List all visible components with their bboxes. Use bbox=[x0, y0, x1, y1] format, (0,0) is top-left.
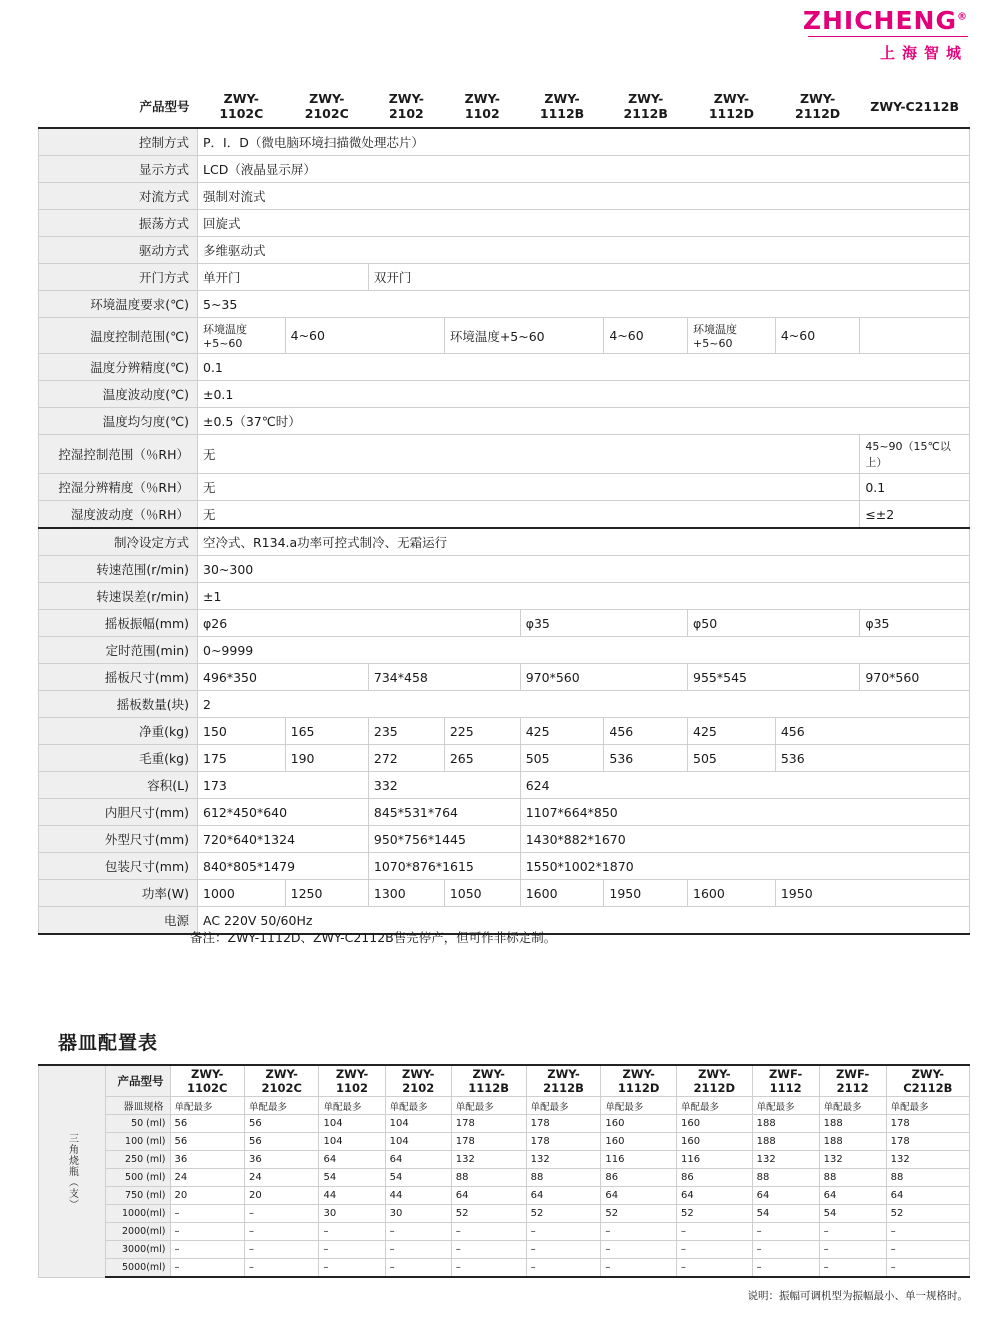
spec-cell: 1600 bbox=[520, 880, 604, 907]
config-cell: – bbox=[170, 1241, 244, 1259]
spec-row-label: 净重(kg) bbox=[39, 718, 198, 745]
spec-cell: 强制对流式 bbox=[198, 183, 970, 210]
config-cell: 88 bbox=[451, 1169, 526, 1187]
config-row bbox=[39, 1223, 970, 1241]
spec-row bbox=[39, 210, 970, 237]
config-cell: – bbox=[319, 1241, 385, 1259]
spec-row-label: 功率(W) bbox=[39, 880, 198, 907]
config-cell: 64 bbox=[385, 1151, 451, 1169]
spec-row bbox=[39, 237, 970, 264]
spec-header-label: 产品型号 bbox=[139, 99, 190, 114]
spec-row-label: 电源 bbox=[39, 907, 198, 935]
config-subheader-row bbox=[39, 1097, 970, 1115]
spec-row bbox=[39, 556, 970, 583]
spec-row bbox=[39, 826, 970, 853]
spec-cell: ±0.1 bbox=[198, 381, 970, 408]
config-cell: 64 bbox=[677, 1187, 753, 1205]
spec-cell: 0.1 bbox=[860, 474, 970, 501]
config-cell: – bbox=[451, 1223, 526, 1241]
config-cell: – bbox=[170, 1205, 244, 1223]
spec-row bbox=[39, 853, 970, 880]
config-cell: 64 bbox=[319, 1151, 385, 1169]
spec-cell: 环境温度+5~60 bbox=[688, 318, 776, 354]
spec-cell: 5~35 bbox=[198, 291, 970, 318]
config-cell: 54 bbox=[319, 1169, 385, 1187]
config-cell: 160 bbox=[677, 1115, 753, 1133]
spec-cell: 多维驱动式 bbox=[198, 237, 970, 264]
config-row bbox=[39, 1187, 970, 1205]
config-cell: – bbox=[601, 1223, 677, 1241]
spec-row bbox=[39, 637, 970, 664]
spec-row-label: 温度分辨精度(℃) bbox=[39, 354, 198, 381]
spec-model-header: ZWY-1102 bbox=[464, 91, 500, 121]
spec-row-label: 控湿控制范围（％RH） bbox=[39, 435, 198, 474]
spec-cell: 332 bbox=[368, 772, 520, 799]
spec-row-label: 转速范围(r/min) bbox=[39, 556, 198, 583]
spec-cell: 840*805*1479 bbox=[198, 853, 369, 880]
spec-row-label: 温度均匀度(℃) bbox=[39, 408, 198, 435]
spec-cell: 235 bbox=[368, 718, 444, 745]
config-subheader-cell: 单配最多 bbox=[601, 1097, 677, 1115]
config-cell: 30 bbox=[385, 1205, 451, 1223]
spec-cell: 734*458 bbox=[368, 664, 520, 691]
config-cell: 52 bbox=[526, 1205, 601, 1223]
spec-row-label: 毛重(kg) bbox=[39, 745, 198, 772]
config-row bbox=[39, 1133, 970, 1151]
spec-row-label: 摇板尺寸(mm) bbox=[39, 664, 198, 691]
spec-row bbox=[39, 318, 970, 354]
config-model-header: ZWY-2102C bbox=[244, 1065, 318, 1097]
spec-cell: 720*640*1324 bbox=[198, 826, 369, 853]
config-subheader-cell: 单配最多 bbox=[451, 1097, 526, 1115]
config-cell: 56 bbox=[170, 1133, 244, 1151]
config-cell: – bbox=[819, 1259, 886, 1278]
config-cell: – bbox=[752, 1259, 819, 1278]
config-cell: 36 bbox=[170, 1151, 244, 1169]
config-model-header: ZWF-1112 bbox=[752, 1065, 819, 1097]
config-cell: – bbox=[451, 1259, 526, 1278]
config-cell: 178 bbox=[886, 1115, 969, 1133]
config-cell: 178 bbox=[886, 1133, 969, 1151]
config-table-title: 器皿配置表 bbox=[58, 1032, 159, 1054]
spec-row-label: 湿度波动度（％RH） bbox=[39, 501, 198, 529]
config-cell: 188 bbox=[752, 1115, 819, 1133]
spec-row bbox=[39, 435, 970, 474]
spec-cell bbox=[860, 318, 970, 354]
config-subheader-cell: 单配最多 bbox=[385, 1097, 451, 1115]
config-cell: – bbox=[886, 1241, 969, 1259]
spec-cell: 536 bbox=[604, 745, 688, 772]
config-cell: 188 bbox=[819, 1133, 886, 1151]
spec-row bbox=[39, 354, 970, 381]
config-subheader-cell: 单配最多 bbox=[752, 1097, 819, 1115]
spec-cell: 425 bbox=[520, 718, 604, 745]
spec-cell: 45~90（15℃以上） bbox=[860, 435, 970, 474]
config-cell: 44 bbox=[319, 1187, 385, 1205]
config-cell: 132 bbox=[752, 1151, 819, 1169]
config-cell: 52 bbox=[677, 1205, 753, 1223]
spec-cell: 环境温度+5~60 bbox=[444, 318, 604, 354]
spec-cell: 4~60 bbox=[775, 318, 859, 354]
spec-row bbox=[39, 610, 970, 637]
spec-cell: 30~300 bbox=[198, 556, 970, 583]
config-cell: 20 bbox=[170, 1187, 244, 1205]
spec-row-label: 摇板振幅(mm) bbox=[39, 610, 198, 637]
config-cell: 56 bbox=[170, 1115, 244, 1133]
config-cell: 132 bbox=[451, 1151, 526, 1169]
spec-row bbox=[39, 718, 970, 745]
config-subheader-cell: 单配最多 bbox=[677, 1097, 753, 1115]
spec-row-label: 振荡方式 bbox=[39, 210, 198, 237]
spec-row bbox=[39, 691, 970, 718]
spec-model-header: ZWY-C2112B bbox=[870, 98, 960, 114]
spec-cell: ±0.5（37℃时） bbox=[198, 408, 970, 435]
spec-cell: 175 bbox=[198, 745, 286, 772]
config-cell: 178 bbox=[451, 1133, 526, 1151]
spec-row bbox=[39, 745, 970, 772]
spec-cell: 950*756*1445 bbox=[368, 826, 520, 853]
config-cell: – bbox=[244, 1223, 318, 1241]
config-row bbox=[39, 1151, 970, 1169]
spec-note: 备注：ZWY-1112D、ZWY-C2112B售完停产，但可作非标定制。 bbox=[190, 930, 557, 945]
config-subheader-label: 器皿规格 bbox=[105, 1097, 170, 1115]
config-cell: 104 bbox=[385, 1115, 451, 1133]
brand-name-cn: 上海智城 bbox=[879, 44, 968, 62]
config-cell: 160 bbox=[601, 1115, 677, 1133]
config-cell: 132 bbox=[886, 1151, 969, 1169]
config-cell: – bbox=[601, 1259, 677, 1278]
spec-cell: 190 bbox=[285, 745, 368, 772]
spec-row-label: 包装尺寸(mm) bbox=[39, 853, 198, 880]
config-cell: 64 bbox=[886, 1187, 969, 1205]
spec-cell: φ35 bbox=[860, 610, 970, 637]
spec-model-header: ZWY-1112D bbox=[708, 91, 755, 121]
spec-cell: 4~60 bbox=[285, 318, 444, 354]
spec-cell: 无 bbox=[198, 501, 860, 529]
config-cell: – bbox=[819, 1223, 886, 1241]
spec-cell: φ35 bbox=[520, 610, 687, 637]
vessel-size-label: 5000(ml) bbox=[105, 1259, 170, 1278]
config-cell: 64 bbox=[819, 1187, 886, 1205]
spec-model-header: ZWY-2102C bbox=[304, 91, 349, 121]
specification-table bbox=[38, 88, 970, 935]
spec-cell: 1070*876*1615 bbox=[368, 853, 520, 880]
spec-row-label: 开门方式 bbox=[39, 264, 198, 291]
config-cell: – bbox=[385, 1259, 451, 1278]
spec-row bbox=[39, 128, 970, 156]
config-cell: 86 bbox=[677, 1169, 753, 1187]
spec-cell: 单开门 bbox=[198, 264, 369, 291]
spec-header-row bbox=[39, 88, 970, 128]
config-model-header: ZWY-1112B bbox=[451, 1065, 526, 1097]
config-cell: 64 bbox=[451, 1187, 526, 1205]
spec-row bbox=[39, 156, 970, 183]
spec-cell: 1000 bbox=[198, 880, 286, 907]
spec-row bbox=[39, 528, 970, 556]
spec-cell: AC 220V 50/60Hz bbox=[198, 907, 970, 935]
config-subheader-cell: 单配最多 bbox=[886, 1097, 969, 1115]
config-cell: 88 bbox=[819, 1169, 886, 1187]
vessel-size-label: 250 (ml) bbox=[105, 1151, 170, 1169]
spec-cell: 225 bbox=[444, 718, 520, 745]
config-cell: – bbox=[677, 1241, 753, 1259]
spec-cell: 空冷式、R134.a功率可控式制冷、无霜运行 bbox=[198, 528, 970, 556]
config-cell: – bbox=[244, 1205, 318, 1223]
spec-row bbox=[39, 291, 970, 318]
config-cell: – bbox=[819, 1241, 886, 1259]
spec-cell: 505 bbox=[520, 745, 604, 772]
config-cell: – bbox=[244, 1241, 318, 1259]
config-cell: 56 bbox=[244, 1115, 318, 1133]
config-cell: – bbox=[601, 1241, 677, 1259]
vessel-size-label: 100 (ml) bbox=[105, 1133, 170, 1151]
spec-row bbox=[39, 474, 970, 501]
spec-cell: 505 bbox=[688, 745, 776, 772]
spec-cell: 双开门 bbox=[368, 264, 969, 291]
config-cell: – bbox=[319, 1223, 385, 1241]
config-cell: – bbox=[886, 1223, 969, 1241]
spec-cell: 173 bbox=[198, 772, 369, 799]
spec-cell: P．I．D（微电脑环境扫描微处理芯片） bbox=[198, 128, 970, 156]
spec-row-label: 摇板数量(块) bbox=[39, 691, 198, 718]
config-cell: 88 bbox=[752, 1169, 819, 1187]
config-cell: 52 bbox=[451, 1205, 526, 1223]
config-subheader-cell: 单配最多 bbox=[526, 1097, 601, 1115]
spec-model-header: ZWY-2102 bbox=[388, 91, 424, 121]
spec-cell: 1107*664*850 bbox=[520, 799, 969, 826]
config-model-header: ZWY-2102 bbox=[385, 1065, 451, 1097]
config-cell: – bbox=[752, 1241, 819, 1259]
spec-cell: 0.1 bbox=[198, 354, 970, 381]
spec-cell: LCD（液晶显示屏） bbox=[198, 156, 970, 183]
config-cell: 24 bbox=[170, 1169, 244, 1187]
spec-cell: 1430*882*1670 bbox=[520, 826, 969, 853]
config-cell: 104 bbox=[319, 1133, 385, 1151]
brand-logo bbox=[803, 8, 968, 63]
config-cell: 52 bbox=[601, 1205, 677, 1223]
config-cell: – bbox=[677, 1223, 753, 1241]
config-cell: 64 bbox=[601, 1187, 677, 1205]
config-cell: 24 bbox=[244, 1169, 318, 1187]
config-cell: 52 bbox=[886, 1205, 969, 1223]
spec-row bbox=[39, 799, 970, 826]
spec-row-label: 环境温度要求(℃) bbox=[39, 291, 198, 318]
vessel-configuration-table bbox=[38, 1064, 970, 1278]
spec-row-label: 制冷设定方式 bbox=[39, 528, 198, 556]
spec-row bbox=[39, 408, 970, 435]
config-cell: 104 bbox=[319, 1115, 385, 1133]
vessel-size-label: 2000(ml) bbox=[105, 1223, 170, 1241]
spec-row bbox=[39, 501, 970, 529]
spec-cell: 456 bbox=[604, 718, 688, 745]
config-row bbox=[39, 1259, 970, 1278]
config-subheader-cell: 单配最多 bbox=[819, 1097, 886, 1115]
spec-row-label: 显示方式 bbox=[39, 156, 198, 183]
config-cell: 54 bbox=[385, 1169, 451, 1187]
config-cell: – bbox=[319, 1259, 385, 1278]
config-model-header: ZWY-2112B bbox=[526, 1065, 601, 1097]
config-cell: – bbox=[170, 1259, 244, 1278]
config-cell: 132 bbox=[819, 1151, 886, 1169]
spec-row-label: 定时范围(min) bbox=[39, 637, 198, 664]
config-model-header: ZWY-1102C bbox=[170, 1065, 244, 1097]
spec-row bbox=[39, 583, 970, 610]
spec-cell: 970*560 bbox=[860, 664, 970, 691]
vessel-size-label: 750 (ml) bbox=[105, 1187, 170, 1205]
spec-row bbox=[39, 664, 970, 691]
config-subheader-cell: 单配最多 bbox=[170, 1097, 244, 1115]
config-group-label: 三角烧瓶（支） bbox=[39, 1065, 106, 1277]
config-cell: – bbox=[526, 1241, 601, 1259]
spec-model-header: ZWY-1102C bbox=[219, 91, 264, 121]
config-cell: – bbox=[244, 1259, 318, 1278]
config-row bbox=[39, 1169, 970, 1187]
logo-divider bbox=[808, 36, 968, 37]
config-header-label: 产品型号 bbox=[105, 1065, 170, 1097]
spec-row-label: 温度波动度(℃) bbox=[39, 381, 198, 408]
spec-cell: 612*450*640 bbox=[198, 799, 369, 826]
config-cell: 56 bbox=[244, 1133, 318, 1151]
config-cell: – bbox=[385, 1223, 451, 1241]
config-header-row bbox=[39, 1065, 970, 1097]
config-cell: 188 bbox=[752, 1133, 819, 1151]
config-row bbox=[39, 1205, 970, 1223]
spec-cell: 265 bbox=[444, 745, 520, 772]
spec-cell: 165 bbox=[285, 718, 368, 745]
spec-model-header: ZWY-2112D bbox=[795, 91, 841, 121]
config-cell: 88 bbox=[526, 1169, 601, 1187]
config-model-header: ZWY-C2112B bbox=[886, 1065, 969, 1097]
config-cell: 86 bbox=[601, 1169, 677, 1187]
spec-cell: 425 bbox=[688, 718, 776, 745]
config-cell: 160 bbox=[601, 1133, 677, 1151]
spec-cell: ≤±2 bbox=[860, 501, 970, 529]
config-model-header: ZWF-2112 bbox=[819, 1065, 886, 1097]
spec-row-label: 转速误差(r/min) bbox=[39, 583, 198, 610]
config-cell: 54 bbox=[752, 1205, 819, 1223]
config-cell: 36 bbox=[244, 1151, 318, 1169]
spec-cell: 536 bbox=[775, 745, 969, 772]
spec-row bbox=[39, 183, 970, 210]
config-cell: 160 bbox=[677, 1133, 753, 1151]
spec-row-label: 对流方式 bbox=[39, 183, 198, 210]
spec-cell: ±1 bbox=[198, 583, 970, 610]
spec-row-label: 温度控制范围(℃) bbox=[39, 318, 198, 354]
spec-model-header: ZWY-2112B bbox=[623, 91, 668, 121]
config-subheader-cell: 单配最多 bbox=[319, 1097, 385, 1115]
spec-cell: 955*545 bbox=[688, 664, 860, 691]
spec-cell: 1050 bbox=[444, 880, 520, 907]
spec-row-label: 控制方式 bbox=[39, 128, 198, 156]
spec-row bbox=[39, 381, 970, 408]
spec-cell: 272 bbox=[368, 745, 444, 772]
spec-cell: 1950 bbox=[775, 880, 969, 907]
config-cell: 178 bbox=[526, 1133, 601, 1151]
config-cell: 64 bbox=[526, 1187, 601, 1205]
config-model-header: ZWY-1102 bbox=[319, 1065, 385, 1097]
spec-cell: 1300 bbox=[368, 880, 444, 907]
spec-cell: φ50 bbox=[688, 610, 860, 637]
config-cell: – bbox=[752, 1223, 819, 1241]
config-cell: 116 bbox=[677, 1151, 753, 1169]
spec-cell: 2 bbox=[198, 691, 970, 718]
spec-cell: 1550*1002*1870 bbox=[520, 853, 969, 880]
spec-row-label: 驱动方式 bbox=[39, 237, 198, 264]
spec-row bbox=[39, 880, 970, 907]
spec-cell: 无 bbox=[198, 474, 860, 501]
spec-row bbox=[39, 772, 970, 799]
config-cell: 178 bbox=[451, 1115, 526, 1133]
vessel-size-label: 3000(ml) bbox=[105, 1241, 170, 1259]
vessel-size-label: 1000(ml) bbox=[105, 1205, 170, 1223]
config-footnote: 说明：振幅可调机型为振幅最小、单一规格时。 bbox=[747, 1290, 968, 1302]
spec-row bbox=[39, 264, 970, 291]
brand-name: ZHICHENG® bbox=[802, 6, 968, 35]
spec-cell: 1600 bbox=[688, 880, 776, 907]
config-cell: 178 bbox=[526, 1115, 601, 1133]
spec-model-header: ZWY-1112B bbox=[539, 91, 585, 121]
spec-cell: φ26 bbox=[198, 610, 521, 637]
spec-cell: 624 bbox=[520, 772, 969, 799]
config-cell: – bbox=[170, 1223, 244, 1241]
config-cell: 44 bbox=[385, 1187, 451, 1205]
config-cell: – bbox=[526, 1223, 601, 1241]
spec-cell: 1950 bbox=[604, 880, 688, 907]
spec-cell: 无 bbox=[198, 435, 860, 474]
config-cell: 30 bbox=[319, 1205, 385, 1223]
config-cell: 116 bbox=[601, 1151, 677, 1169]
spec-cell: 150 bbox=[198, 718, 286, 745]
spec-cell: 456 bbox=[775, 718, 969, 745]
spec-cell: 970*560 bbox=[520, 664, 687, 691]
spec-cell: 0~9999 bbox=[198, 637, 970, 664]
vessel-size-label: 500 (ml) bbox=[105, 1169, 170, 1187]
config-cell: 104 bbox=[385, 1133, 451, 1151]
config-cell: 88 bbox=[886, 1169, 969, 1187]
spec-cell: 4~60 bbox=[604, 318, 688, 354]
spec-cell: 1250 bbox=[285, 880, 368, 907]
spec-row-label: 内胆尺寸(mm) bbox=[39, 799, 198, 826]
config-cell: – bbox=[677, 1259, 753, 1278]
spec-row-label: 外型尺寸(mm) bbox=[39, 826, 198, 853]
config-cell: – bbox=[886, 1259, 969, 1278]
config-cell: 64 bbox=[752, 1187, 819, 1205]
config-cell: – bbox=[385, 1241, 451, 1259]
spec-row-label: 容积(L) bbox=[39, 772, 198, 799]
config-model-header: ZWY-2112D bbox=[677, 1065, 753, 1097]
config-cell: 20 bbox=[244, 1187, 318, 1205]
config-row bbox=[39, 1115, 970, 1133]
config-model-header: ZWY-1112D bbox=[601, 1065, 677, 1097]
config-subheader-cell: 单配最多 bbox=[244, 1097, 318, 1115]
spec-cell: 环境温度+5~60 bbox=[198, 318, 286, 354]
config-cell: 132 bbox=[526, 1151, 601, 1169]
config-cell: – bbox=[526, 1259, 601, 1278]
vessel-size-label: 50 (ml) bbox=[105, 1115, 170, 1133]
config-cell: 188 bbox=[819, 1115, 886, 1133]
config-cell: 54 bbox=[819, 1205, 886, 1223]
config-cell: – bbox=[451, 1241, 526, 1259]
config-row bbox=[39, 1241, 970, 1259]
spec-row-label: 控湿分辨精度（％RH） bbox=[39, 474, 198, 501]
spec-cell: 496*350 bbox=[198, 664, 369, 691]
spec-cell: 845*531*764 bbox=[368, 799, 520, 826]
spec-cell: 回旋式 bbox=[198, 210, 970, 237]
